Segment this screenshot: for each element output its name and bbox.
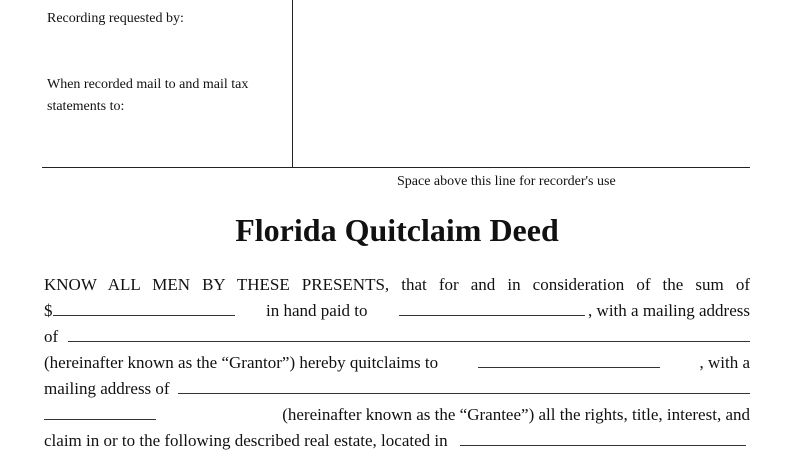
county-field[interactable] <box>460 429 746 446</box>
document-title: Florida Quitclaim Deed <box>235 212 559 248</box>
recording-requested-label: Recording requested by: <box>47 11 184 26</box>
body-line-3 <box>44 324 750 350</box>
mail-to-label-line2: statements to: <box>47 99 125 114</box>
body-line-1 <box>44 272 750 298</box>
mail-to-label-line1: When recorded mail to and mail tax <box>47 77 249 92</box>
deed-body <box>44 272 750 454</box>
grantor-clause-text: (hereinafter known as the “Grantor”) hereby quitclaims to <box>44 353 439 372</box>
grantor-address-field[interactable] <box>68 325 750 342</box>
grantee-address-field-cont[interactable] <box>44 403 156 420</box>
grantee-name-field[interactable] <box>478 351 660 368</box>
recorder-use-note: Space above this line for recorder's use <box>397 174 616 189</box>
body-line-1-text: KNOW ALL MEN BY THESE PRESENTS, that for and in consideration of the sum of <box>44 275 750 294</box>
grantee-address-field[interactable] <box>178 377 750 394</box>
grantee-clause-text: (hereinafter known as the “Grantee”) all the rights, title, interest, and <box>282 405 750 424</box>
recorder-space-line <box>42 167 750 168</box>
recorder-box-divider <box>292 0 293 168</box>
of-text: of <box>44 327 59 346</box>
in-hand-paid-to-text: in hand paid to <box>266 301 368 320</box>
with-a-text: , with a <box>699 353 750 372</box>
body-line-4 <box>44 350 750 376</box>
body-line-7 <box>44 428 750 454</box>
dollar-sign: $ <box>44 301 53 320</box>
mailing-address-text-1: , with a mailing address <box>588 301 750 320</box>
sum-amount-field[interactable] <box>53 299 235 316</box>
claim-clause-text: claim in or to the following described real estate, located in <box>44 431 448 450</box>
grantor-name-field[interactable] <box>399 299 585 316</box>
body-line-2 <box>44 298 750 324</box>
body-line-6 <box>44 402 750 428</box>
body-line-5 <box>44 376 750 402</box>
mailing-address-of-text: mailing address of <box>44 379 170 398</box>
